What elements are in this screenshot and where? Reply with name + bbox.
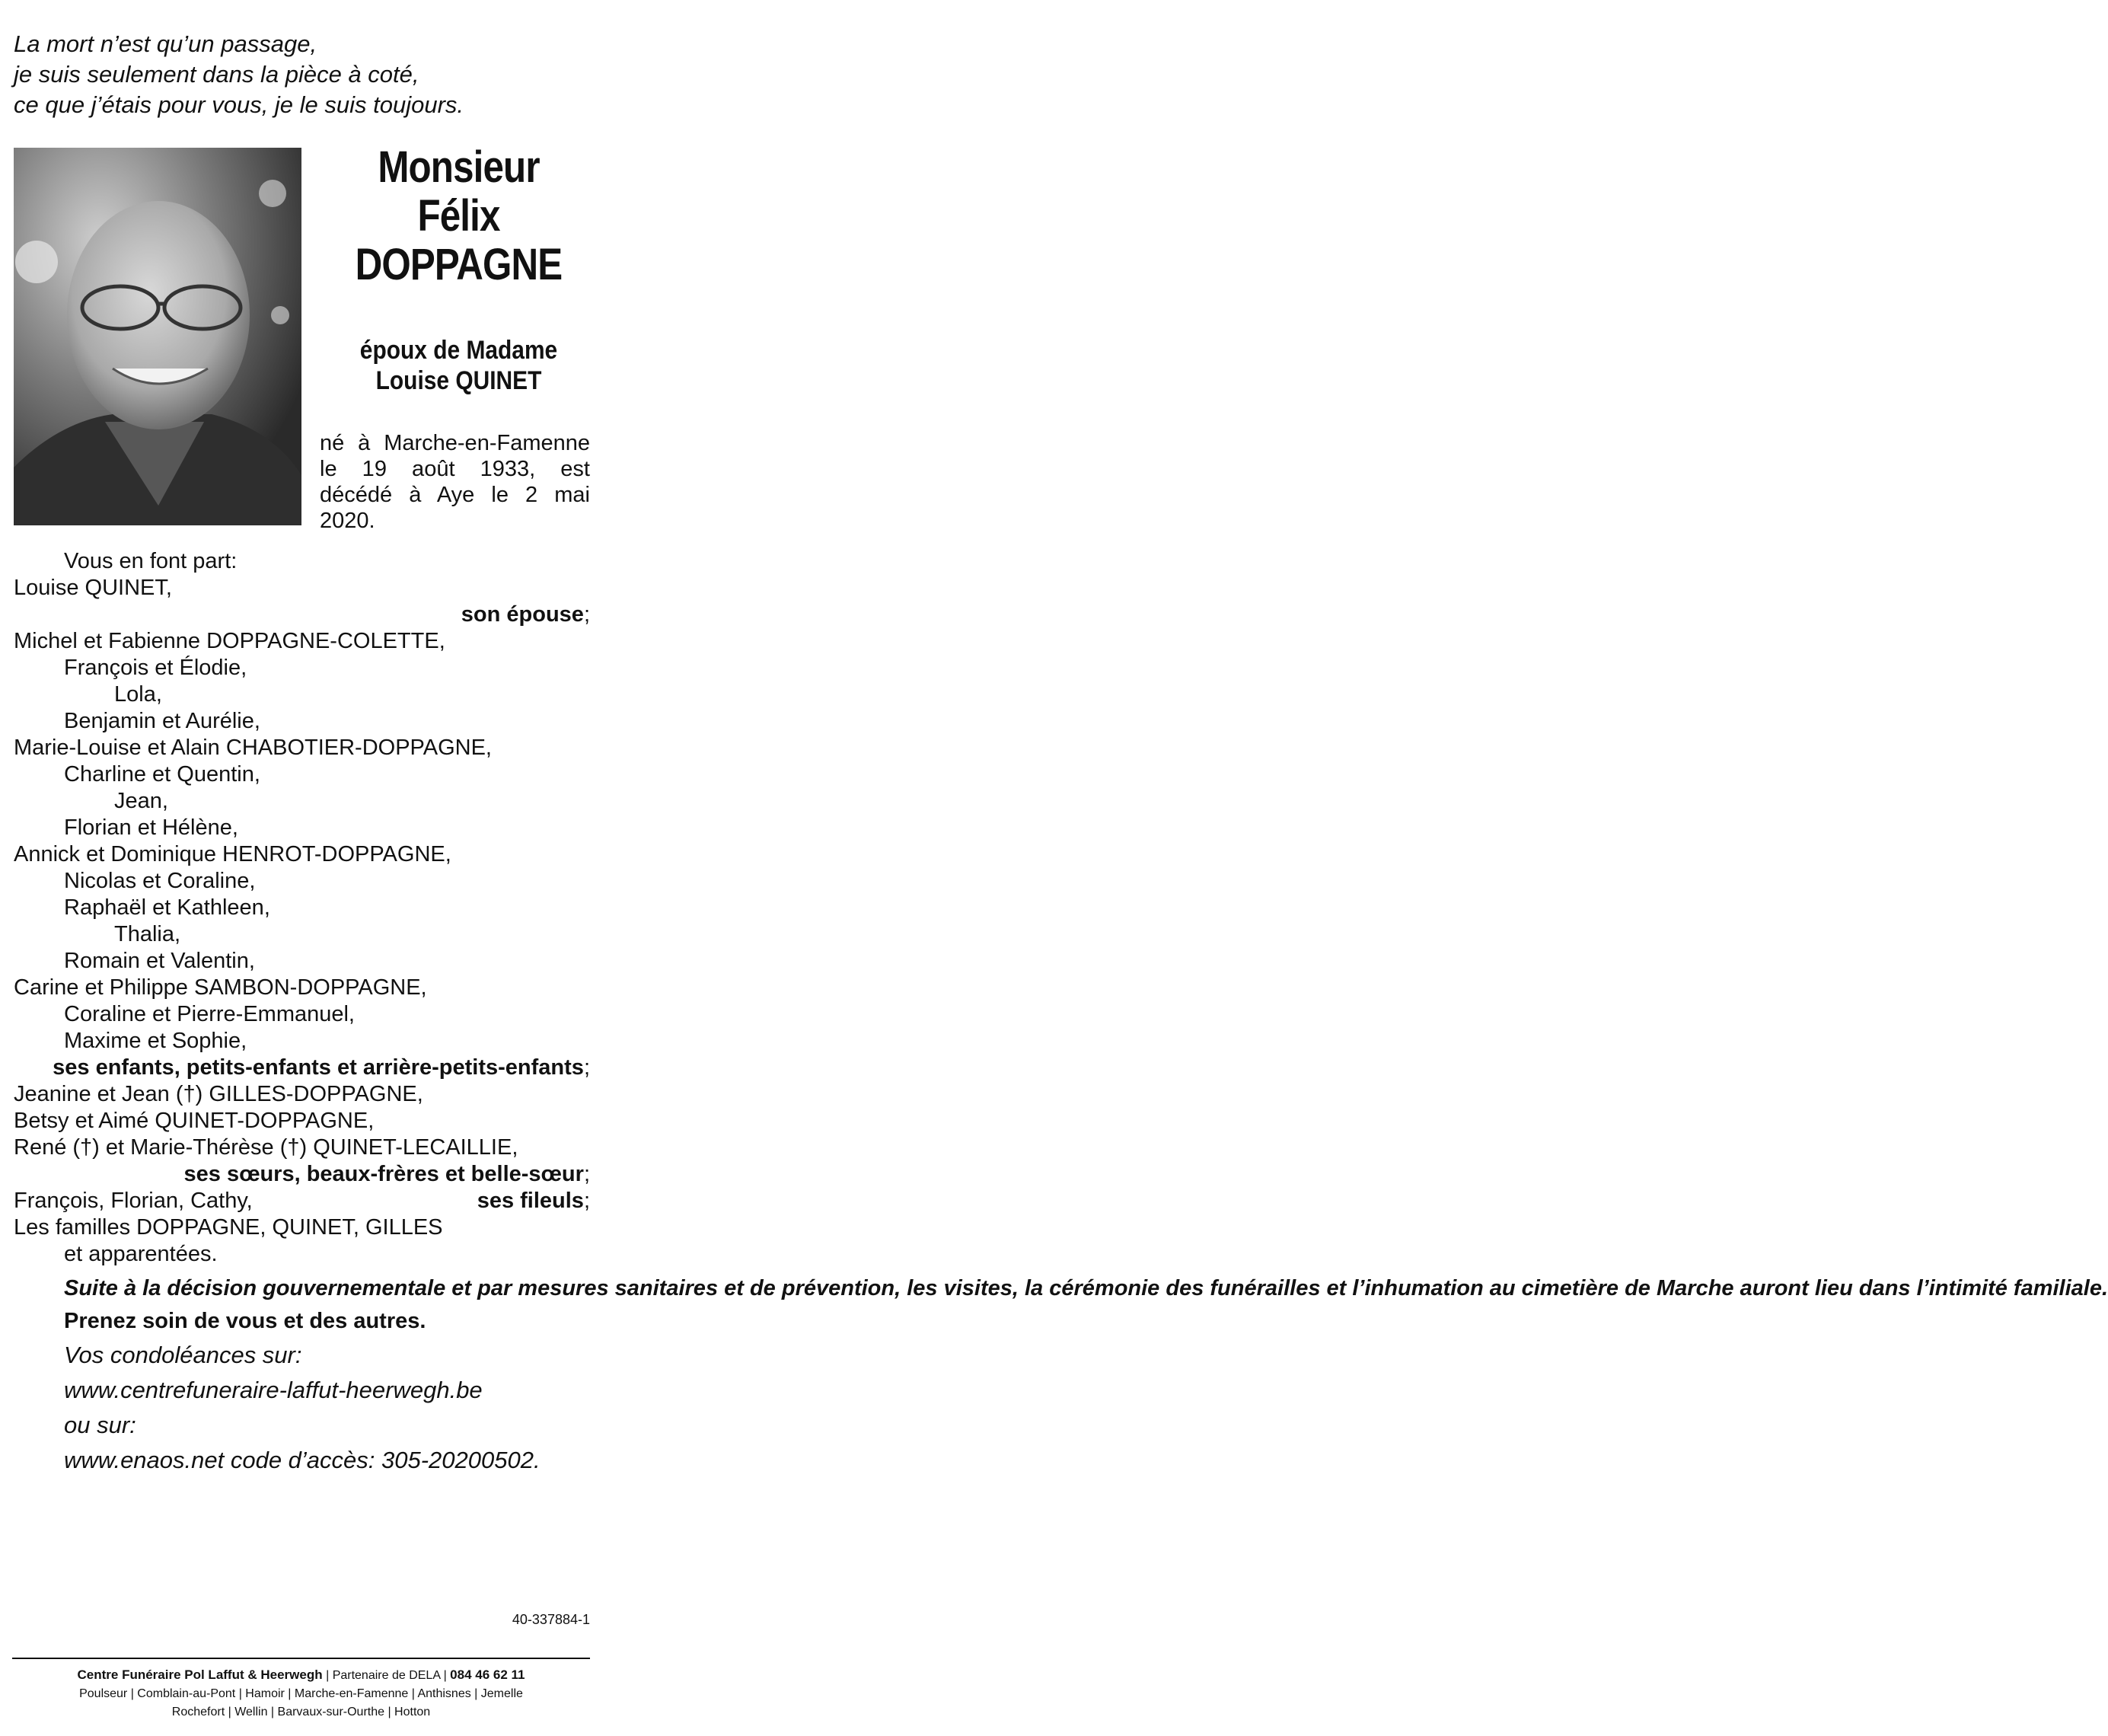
spouse-line — [343, 335, 575, 396]
spouse-role: son épouse; — [461, 602, 590, 627]
list-item: Lola, — [114, 682, 162, 707]
list-item: Charline et Quentin, — [64, 762, 260, 787]
condolences-link-enaos[interactable]: www.enaos.net code d’accès: 305-20200502. — [64, 1447, 541, 1473]
list-item: Jeanine et Jean (†) GILLES-DOPPAGNE, — [14, 1082, 423, 1106]
families-line-cont: et apparentées. — [64, 1242, 218, 1266]
spouse-line-2: Louise QUINET — [375, 366, 542, 395]
list-item: Thalia, — [114, 922, 181, 946]
name-title: Monsieur — [378, 142, 540, 192]
first-name: Félix — [417, 191, 500, 241]
footer-locations-1: Poulseur | Comblain-au-Pont | Hamoir | Marche-en-Famenne | Anthisnes | Jemelle — [79, 1687, 523, 1700]
list-item: Michel et Fabienne DOPPAGNE-COLETTE, — [14, 629, 445, 653]
deceased-name-block — [327, 143, 590, 396]
list-item: François et Élodie, — [64, 656, 247, 680]
condolences-link[interactable]: www.centrefuneraire-laffut-heerwegh.be — [64, 1377, 483, 1403]
list-item: Coraline et Pierre-Emmanuel, — [64, 1002, 355, 1026]
list-item: Jean, — [114, 789, 168, 813]
opening-quote — [14, 29, 464, 120]
list-item: Marie-Louise et Alain CHABOTIER-DOPPAGNE, — [14, 736, 492, 760]
godchildren-names: François, Florian, Cathy, — [14, 1189, 253, 1213]
quote-line: La mort n’est qu’un passage, — [14, 30, 317, 57]
list-item: Annick et Dominique HENROT-DOPPAGNE, — [14, 842, 451, 866]
condolences-label: Vos condoléances sur: — [64, 1342, 302, 1368]
footer-divider — [12, 1658, 590, 1659]
list-item: Betsy et Aimé QUINET-DOPPAGNE, — [14, 1109, 375, 1133]
funeral-home-footer — [0, 1666, 602, 1722]
quote-line: ce que j’étais pour vous, je le suis toujours. — [14, 91, 464, 118]
condolences-block — [14, 1338, 590, 1478]
footer-locations-2: Rochefort | Wellin | Barvaux-sur-Ourthe | Hotton — [171, 1706, 431, 1718]
children-list — [14, 628, 590, 1055]
last-name: DOPPAGNE — [355, 240, 563, 289]
list-item: Carine et Philippe SAMBON-DOPPAGNE, — [14, 975, 427, 1000]
godchildren-row — [14, 1188, 590, 1214]
partner-text: Partenaire de DELA — [332, 1669, 441, 1682]
intro-text: Vous en font part: — [64, 549, 238, 573]
spouse-line-1: époux de Madame — [359, 336, 558, 365]
care-message: Prenez soin de vous et des autres. — [64, 1309, 426, 1333]
list-item: Florian et Hélène, — [64, 815, 238, 840]
phone-number[interactable]: 084 46 62 11 — [450, 1667, 525, 1682]
portrait-photo — [14, 148, 301, 525]
family-announcement — [14, 548, 2108, 1478]
spouse-name: Louise QUINET, — [14, 576, 172, 600]
reference-number: 40-337884-1 — [512, 1612, 590, 1627]
condolences-or: ou sur: — [64, 1412, 136, 1438]
list-item: Romain et Valentin, — [64, 949, 255, 973]
siblings-list — [14, 1081, 590, 1161]
siblings-role: ses sœurs, beaux-frères et belle-sœur; — [183, 1162, 590, 1186]
birth-death-text: né à Marche-en-Famenne le 19 août 1933, est décédé à Aye le 2 mai 2020. — [320, 431, 590, 533]
list-item: Benjamin et Aurélie, — [64, 709, 260, 733]
portrait-image — [14, 148, 301, 525]
families-line: Les familles DOPPAGNE, QUINET, GILLES — [14, 1215, 443, 1240]
list-item: Nicolas et Coraline, — [64, 869, 256, 893]
godchildren-role: ses fileuls; — [477, 1189, 590, 1213]
footer-line-1: Centre Funéraire Pol Laffut & Heerwegh | Partenaire de DELA | 084 46 62 11 — [77, 1667, 525, 1682]
company-name: Centre Funéraire Pol Laffut & Heerwegh — [77, 1667, 323, 1682]
list-item: Maxime et Sophie, — [64, 1029, 247, 1053]
children-role: ses enfants, petits-enfants et arrière-petits-enfants; — [53, 1055, 590, 1080]
quote-line: je suis seulement dans la pièce à coté, — [14, 61, 419, 88]
ceremony-announcement: Suite à la décision gouvernementale et par mesures sanitaires et de prévention, les visites, la cérémonie des funérailles et l’inhumation au cimetière de Marche auront lieu dans l’intimité familiale. — [64, 1276, 2108, 1300]
list-item: René (†) et Marie-Thérèse (†) QUINET-LECAILLIE, — [14, 1135, 518, 1160]
list-item: Raphaël et Kathleen, — [64, 895, 270, 920]
